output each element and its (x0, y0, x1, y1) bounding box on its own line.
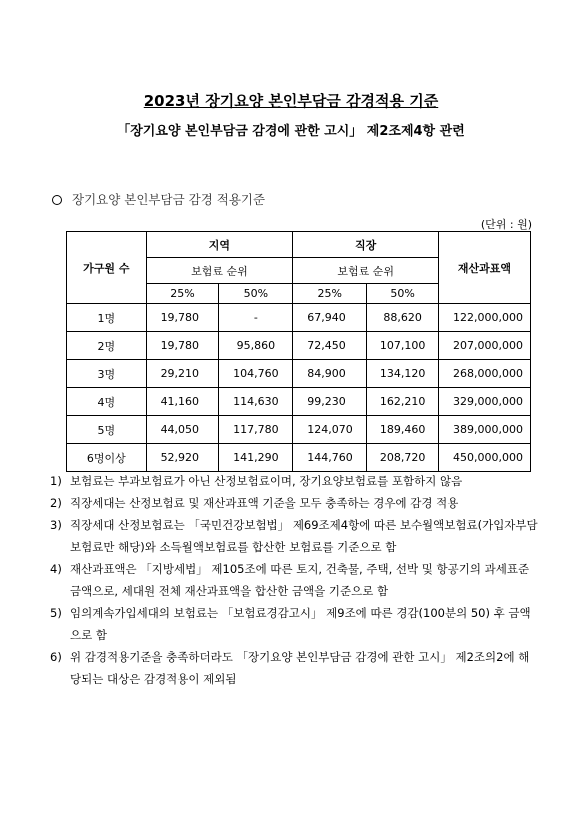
property-header: 재산과표액 (439, 232, 531, 304)
page-subtitle: 「장기요양 본인부담금 감경에 관한 고시」 제2조제4항 관련 (117, 124, 465, 139)
table-row (67, 332, 531, 360)
footnote-text: 임의계속가입세대의 보험료는 「보험료경감고시」 제9조에 따른 경감(100분의 50) 후 금액으로 함 (70, 606, 531, 642)
table-row (67, 360, 531, 388)
footnote-number: 3) (50, 518, 62, 532)
region-25-header: 25% (146, 284, 219, 304)
workplace-25-cell: 84,900 (293, 360, 367, 388)
workplace-25-cell: 99,230 (293, 388, 367, 416)
footnote-item (50, 602, 540, 646)
workplace-50-cell: 208,720 (367, 444, 439, 472)
household-cell: 4명 (67, 388, 147, 416)
section-heading-text: 장기요양 본인부담금 감경 적용기준 (72, 192, 266, 207)
region-25-cell: 52,920 (146, 444, 219, 472)
region-50-cell: - (219, 304, 293, 332)
workplace-25-cell: 72,450 (293, 332, 367, 360)
footnote-number: 5) (50, 606, 62, 620)
table-row (67, 444, 531, 472)
workplace-50-header: 50% (367, 284, 439, 304)
property-cell: 268,000,000 (439, 360, 531, 388)
workplace-25-cell: 67,940 (293, 304, 367, 332)
workplace-header: 직장 (293, 232, 439, 258)
workplace-50-cell: 134,120 (367, 360, 439, 388)
region-50-cell: 104,760 (219, 360, 293, 388)
footnote-text: 직장세대 산정보험료는 「국민건강보험법」 제69조제4항에 따른 보수월액보험료(가입자부담 보험료만 해당)와 소득월액보험료를 합산한 보험료를 기준으로 함 (70, 518, 538, 554)
footnote-number: 4) (50, 562, 62, 576)
footnote-item (50, 558, 540, 602)
section-heading (52, 190, 265, 208)
workplace-50-cell: 189,460 (367, 416, 439, 444)
table-row (67, 304, 531, 332)
footnote-item (50, 514, 540, 558)
footnote-number: 2) (50, 496, 62, 510)
footnote-text: 재산과표액은 「지방세법」 제105조에 따른 토지, 건축물, 주택, 선박 및 항공기의 과세표준금액으로, 세대원 전체 재산과표액을 합산한 금액을 기준으로 함 (70, 562, 530, 598)
page-title: 2023년 장기요양 본인부담금 감경적용 기준 (143, 92, 439, 110)
region-50-cell: 141,290 (219, 444, 293, 472)
footnote-number: 1) (50, 474, 62, 488)
footnotes (50, 470, 540, 690)
criteria-table (66, 231, 531, 472)
footnote-item (50, 646, 540, 690)
table-header-row (67, 232, 531, 258)
footnote-item (50, 470, 540, 492)
unit-label: (단위 : 원) (480, 218, 532, 231)
region-50-cell: 114,630 (219, 388, 293, 416)
household-cell: 2명 (67, 332, 147, 360)
household-header: 가구원 수 (67, 232, 147, 304)
region-header: 지역 (146, 232, 293, 258)
workplace-premium-header: 보험료 순위 (293, 258, 439, 284)
workplace-25-cell: 144,760 (293, 444, 367, 472)
household-cell: 5명 (67, 416, 147, 444)
region-25-cell: 41,160 (146, 388, 219, 416)
footnote-text: 직장세대는 산정보험료 및 재산과표액 기준을 모두 충족하는 경우에 감경 적용 (70, 496, 459, 510)
region-25-cell: 19,780 (146, 332, 219, 360)
workplace-50-cell: 107,100 (367, 332, 439, 360)
region-50-cell: 117,780 (219, 416, 293, 444)
property-cell: 329,000,000 (439, 388, 531, 416)
table-row (67, 388, 531, 416)
footnote-text: 위 감경적용기준을 충족하더라도 「장기요양 본인부담금 감경에 관한 고시」 제2조의2에 해당되는 대상은 감경적용이 제외됨 (70, 650, 530, 686)
household-cell: 3명 (67, 360, 147, 388)
footnote-item (50, 492, 540, 514)
circle-bullet-icon (52, 195, 62, 205)
property-cell: 389,000,000 (439, 416, 531, 444)
footnote-number: 6) (50, 650, 62, 664)
region-25-cell: 19,780 (146, 304, 219, 332)
region-25-cell: 44,050 (146, 416, 219, 444)
region-25-cell: 29,210 (146, 360, 219, 388)
region-50-cell: 95,860 (219, 332, 293, 360)
region-premium-header: 보험료 순위 (146, 258, 293, 284)
footnote-text: 보험료는 부과보험료가 아닌 산정보험료이며, 장기요양보험료를 포함하지 않음 (70, 474, 463, 488)
table-row (67, 416, 531, 444)
household-cell: 1명 (67, 304, 147, 332)
workplace-50-cell: 162,210 (367, 388, 439, 416)
property-cell: 450,000,000 (439, 444, 531, 472)
region-50-header: 50% (219, 284, 293, 304)
workplace-25-header: 25% (293, 284, 367, 304)
workplace-25-cell: 124,070 (293, 416, 367, 444)
property-cell: 207,000,000 (439, 332, 531, 360)
workplace-50-cell: 88,620 (367, 304, 439, 332)
property-cell: 122,000,000 (439, 304, 531, 332)
household-cell: 6명이상 (67, 444, 147, 472)
